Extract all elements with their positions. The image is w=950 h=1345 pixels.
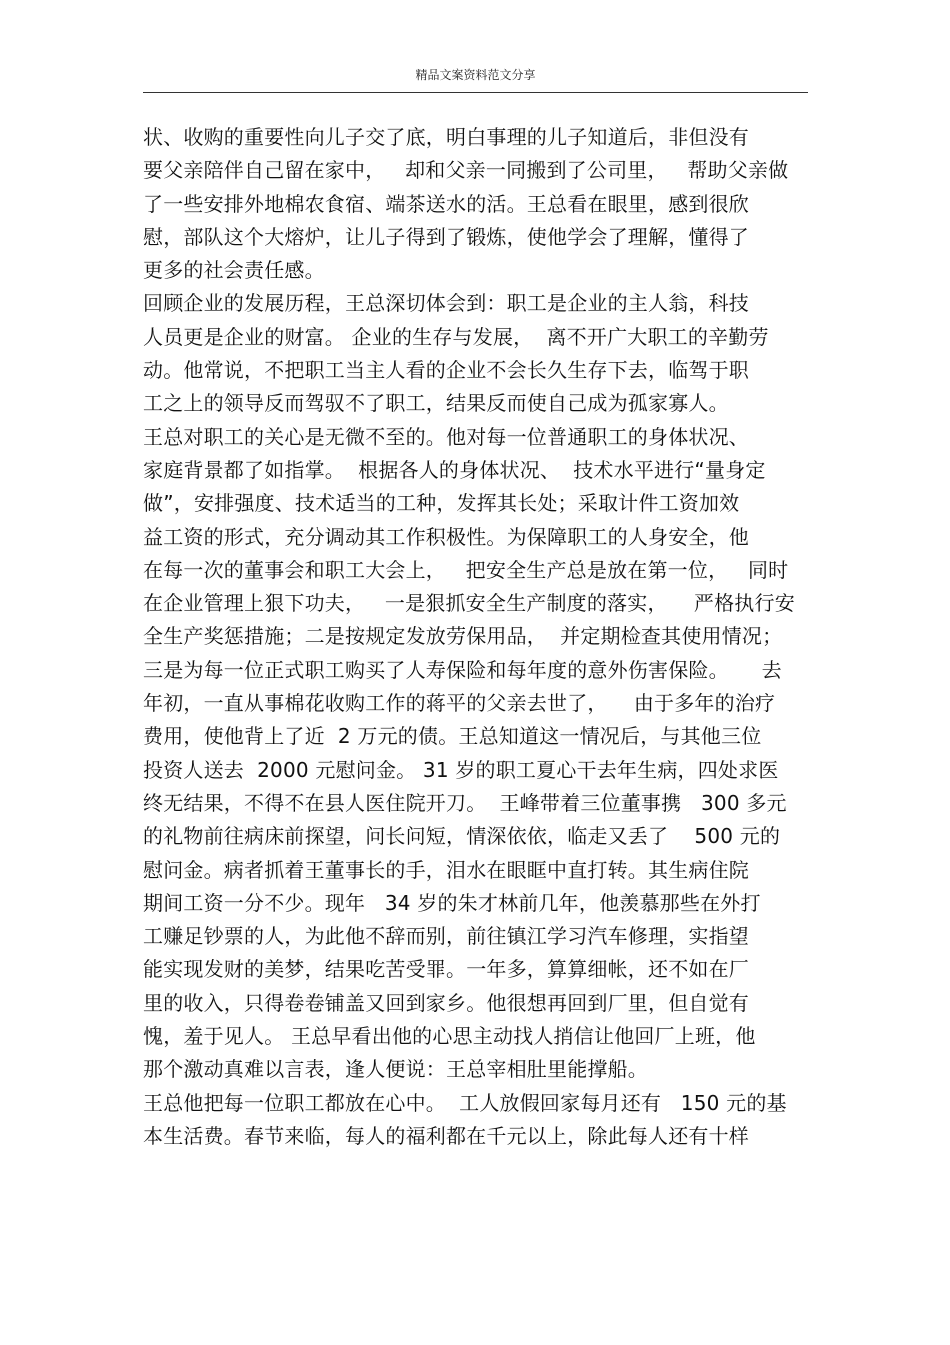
text-line: 期间工资一分不少。现年 34 岁的朱才林前几年，他羡慕那些在外打 xyxy=(143,890,761,915)
text-line: 慰，部队这个大熔炉，让儿子得到了锻炼，使他学会了理解，懂得了 xyxy=(143,224,749,249)
text-line: 工之上的领导反而驾驭不了职工，结果反而使自己成为孤家寡人。 xyxy=(143,391,729,416)
text-line: 王总对职工的关心是无微不至的。他对每一位普通职工的身体状况、 xyxy=(143,424,749,449)
text-line: 动。他常说，不把职工当主人看的企业不会长久生存下去，临驾于职 xyxy=(143,358,749,383)
text-line: 慰问金。病者抓着王董事长的手，泪水在眼眶中直打转。其生病住院 xyxy=(143,857,749,882)
document-body xyxy=(143,121,808,1153)
text-line: 能实现发财的美梦，结果吃苦受罪。一年多，算算细帐，还不如在厂 xyxy=(143,957,749,982)
text-line: 工赚足钞票的人，为此他不辞而别，前往镇江学习汽车修理，实指望 xyxy=(143,924,749,949)
text-line: 那个激动真难以言表，逢人便说：王总宰相肚里能撑船。 xyxy=(143,1057,648,1082)
page-header: 精品文案资料范文分享 xyxy=(415,68,536,82)
text-line: 本生活费。春节来临，每人的福利都在千元以上，除此每人还有十样 xyxy=(143,1123,749,1148)
text-line: 家庭背景都了如指掌。 根据各人的身体状况、 技术水平进行“量身定 xyxy=(143,457,766,482)
text-line: 里的收入，只得卷卷铺盖又回到家乡。他很想再回到厂里，但自觉有 xyxy=(143,990,749,1015)
text-line: 终无结果，不得不在县人医住院开刀。 王峰带着三位董事携 300 多元 xyxy=(143,790,787,815)
text-line: 在企业管理上狠下功夫， 一是狠抓安全生产制度的落实， 严格执行安 xyxy=(143,591,795,616)
text-line: 益工资的形式，充分调动其工作积极性。为保障职工的人身安全，他 xyxy=(143,524,749,549)
text-line: 全生产奖惩措施；二是按规定发放劳保用品， 并定期检查其使用情况； xyxy=(143,624,783,649)
text-line: 三是为每一位正式职工购买了人寿保险和每年度的意外伤害保险。 去 xyxy=(143,657,782,682)
text-line: 愧，羞于见人。 王总早看出他的心思主动找人捎信让他回厂上班，他 xyxy=(143,1024,756,1049)
text-line: 要父亲陪伴自己留在家中， 却和父亲一同搬到了公司里， 帮助父亲做 xyxy=(143,158,789,183)
text-line: 更多的社会责任感。 xyxy=(143,258,325,283)
text-line: 了一些安排外地棉农食宿、端茶送水的活。王总看在眼里，感到很欣 xyxy=(143,191,749,216)
text-line: 王总他把每一位职工都放在心中。 工人放假回家每月还有 150 元的基 xyxy=(143,1090,787,1115)
text-line: 费用，使他背上了近 2 万元的债。王总知道这一情况后，与其他三位 xyxy=(143,724,762,749)
text-line: 回顾企业的发展历程，王总深切体会到：职工是企业的主人翁，科技 xyxy=(143,291,749,316)
text-line: 做”，安排强度、技术适当的工种，发挥其长处；采取计件工资加效 xyxy=(143,491,740,516)
text-line: 状、收购的重要性向儿子交了底，明白事理的儿子知道后，非但没有 xyxy=(143,125,749,149)
text-line: 年初，一直从事棉花收购工作的蒋平的父亲去世了， 由于多年的治疗 xyxy=(143,691,776,716)
header-divider xyxy=(143,92,808,93)
text-line: 人员更是企业的财富。 企业的生存与发展， 离不开广大职工的辛勤劳 xyxy=(143,324,769,349)
text-line: 的礼物前往病床前探望，问长问短，情深依依，临走又丢了 500 元的 xyxy=(143,824,781,849)
text-line: 在每一次的董事会和职工大会上， 把安全生产总是放在第一位， 同时 xyxy=(143,557,789,582)
text-line: 投资人送去 2000 元慰问金。 31 岁的职工夏心干去年生病，四处求医 xyxy=(143,757,779,782)
